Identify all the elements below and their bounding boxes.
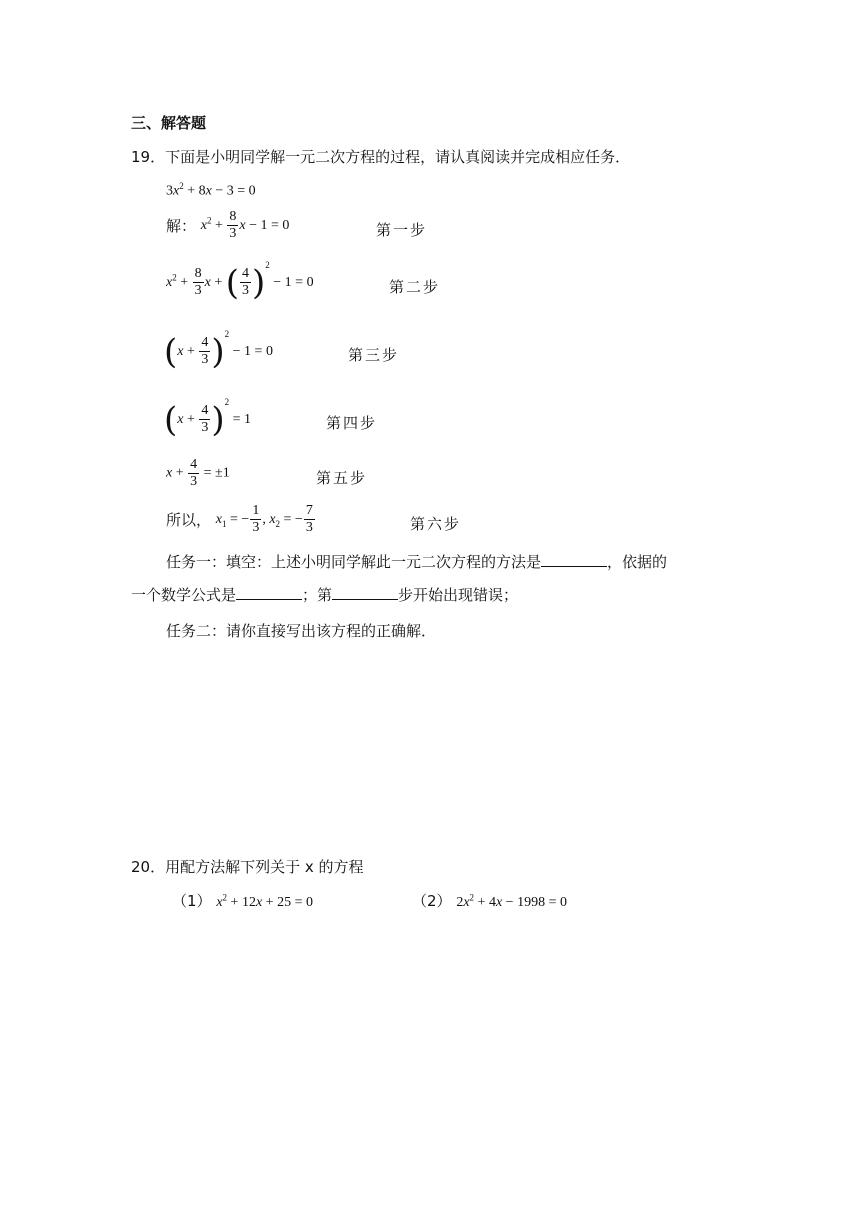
step-1-label: 第一步 (376, 221, 428, 239)
step-6-equation: $x_1$ = − $\frac{1}{3}$ , $x_2$ = − $\frac{7}{3}$ (215, 503, 313, 535)
original-equation: $3x^2 + 8x - 3 = 0$ (166, 181, 256, 199)
solution-prefix: 解： (166, 217, 197, 235)
subquestion-2 (412, 890, 567, 911)
step-6-label: 第六步 (410, 515, 462, 533)
step-4-label: 第四步 (326, 414, 378, 432)
step-3-label: 第三步 (348, 346, 400, 364)
subquestion-2-equation: $2x^2 + 4x - 1998 = 0$ (456, 892, 567, 910)
task-2: 任务二：请你直接写出该方程的正确解． (166, 622, 437, 640)
solution-step-1 (166, 209, 289, 242)
therefore-label: 所以， (166, 511, 212, 529)
task-1-text-c: 一个数学公式是 (131, 586, 237, 604)
question-20-prompt (131, 856, 364, 877)
step-2-label: 第二步 (389, 278, 441, 296)
question-text: 用配方法解下列关于 x 的方程 (165, 858, 364, 876)
section-title: 三、解答题 (131, 114, 207, 132)
task-1-text-b: ，依据的 (607, 553, 668, 571)
task-1-text-a: 任务一：填空：上述小明同学解此一元二次方程的方法是 (166, 553, 542, 571)
step-5-label: 第五步 (316, 469, 368, 487)
answer-blank-step[interactable] (332, 587, 398, 600)
step-2-equation: $x^2$ + $\frac{8}{3}$ x + ( $\frac{4}{3}$ )$^2$ − 1 = 0 (166, 260, 314, 303)
question-number: 19． (131, 148, 166, 166)
answer-blank-formula[interactable] (236, 587, 302, 600)
step-5-equation: x + $\frac{4}{3}$ = ±1 (166, 457, 230, 489)
subquestion-2-label: （2） (412, 892, 452, 910)
task-1-text-e: 步开始出现错误； (398, 586, 519, 604)
task-1-line-1 (166, 551, 667, 572)
solution-step-6 (166, 503, 316, 536)
step-1-equation: $x^2$ + $\frac{8}{3}$ x − 1 = 0 (200, 209, 290, 241)
subquestion-1-equation: $x^2 + 12x + 25 = 0$ (216, 892, 313, 910)
answer-blank-method[interactable] (541, 554, 607, 567)
question-text: 下面是小明同学解一元二次方程的过程，请认真阅读并完成相应任务． (165, 148, 631, 166)
step-4-equation: (x + $\frac{4}{3}$ )$^2$ = 1 (164, 397, 252, 440)
question-19-prompt (131, 146, 630, 167)
question-number: 20． (131, 858, 166, 876)
task-1-text-d: ；第 (302, 586, 333, 604)
task-1-line-2 (131, 584, 518, 605)
step-3-equation: (x + $\frac{4}{3}$ )$^2$ − 1 = 0 (164, 329, 273, 372)
subquestion-1 (172, 890, 313, 911)
subquestion-1-label: （1） (172, 892, 212, 910)
